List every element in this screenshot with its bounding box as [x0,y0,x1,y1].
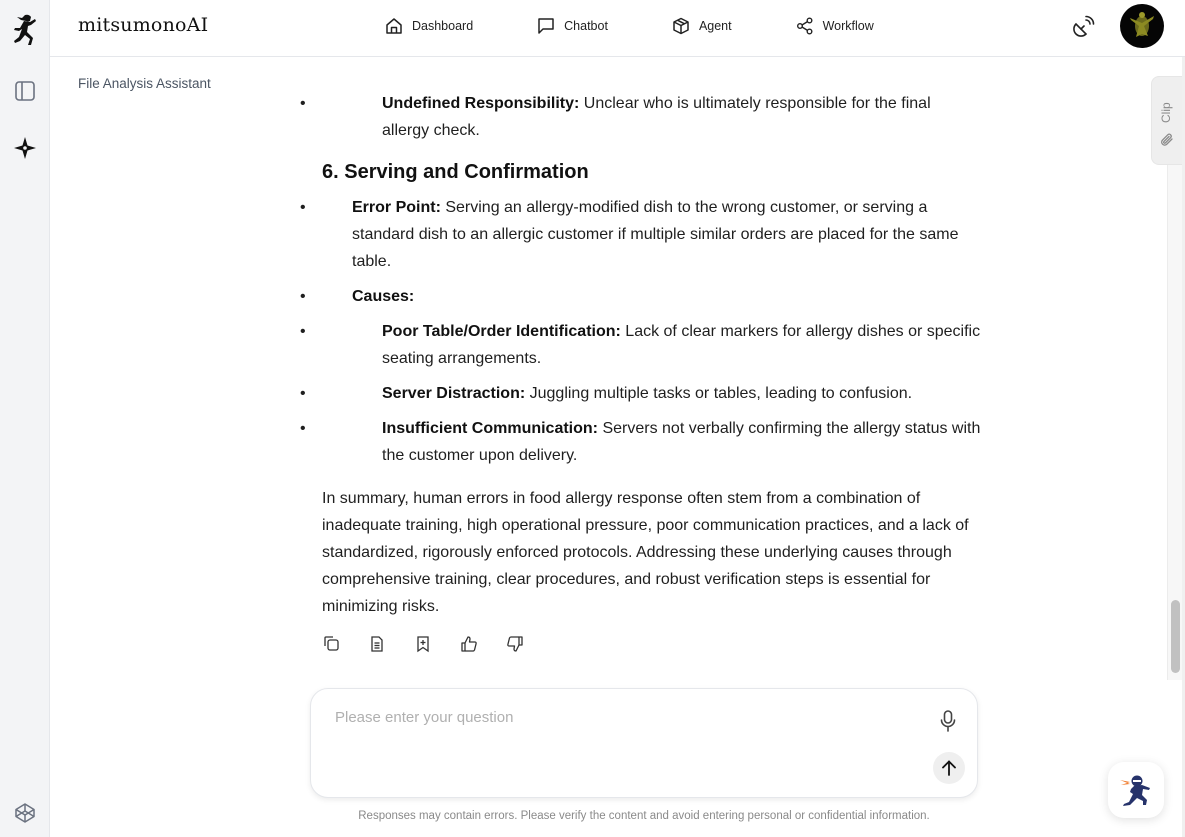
sparkle-icon[interactable] [0,136,50,160]
nav-agent-label: Agent [698,19,732,33]
list-item [322,283,982,310]
chat-bubble-icon [537,17,555,35]
cube-icon [672,17,690,35]
clip-tab[interactable] [1151,76,1182,165]
home-icon [385,17,403,35]
thumbs-down-icon [506,635,524,653]
bookmark-button[interactable] [414,634,460,654]
thumbs-up-icon [460,635,478,653]
nav-chatbot[interactable] [537,17,608,35]
nav-dashboard-label: Dashboard [412,19,474,33]
summary-paragraph: In summary, human errors in food allergy response often stem from a combination of inadequate training, high operational pressure, poor communication practices, and a lack of standardized, rigorously enforced protocols. Addressing these underlying causes through comprehensive training, clear procedures, and robust verification steps is essential for minimizing risks. [322,490,969,615]
list-item [322,194,982,275]
section-heading: 6. Serving and Confirmation [322,161,589,183]
assistant-message [322,90,982,620]
thumbs-down-button[interactable] [506,634,552,654]
microphone-icon [937,709,959,733]
nav-agent[interactable] [672,17,732,35]
share-nodes-icon [796,17,814,35]
left-rail [0,0,50,837]
view-document-button[interactable] [368,634,414,654]
copy-button[interactable] [322,634,368,654]
list-item-text: Juggling multiple tasks or tables, leading to confusion. [525,385,913,402]
satellite-dish-icon[interactable] [1072,14,1096,43]
nav-dashboard[interactable] [385,17,473,35]
scrollbar-thumb[interactable] [1171,600,1180,673]
main-nav [385,0,874,52]
ninja-mascot-icon [1116,770,1156,810]
list-item-text: Lack of clear markers for allergy dishes or specific seating arrangements. [382,323,981,367]
chat-composer [310,688,978,798]
list-item [322,380,982,407]
disclaimer-text: Responses may contain errors. Please verify the content and avoid entering personal or confidential information. [358,810,930,822]
nav-workflow-label: Workflow [822,19,874,33]
list-item [322,318,982,372]
list-item [322,90,982,144]
paperclip-icon [1159,132,1175,153]
copy-icon [322,635,340,653]
list-item-title: Error Point: [352,199,441,216]
list-item-text: Unclear who is ultimately responsible for the final allergy check. [382,95,931,139]
assistant-fab-button[interactable] [1108,762,1164,818]
thumbs-up-button[interactable] [460,634,506,654]
nav-workflow[interactable] [796,17,874,35]
codepen-cube-icon[interactable] [0,802,50,824]
send-button[interactable] [933,752,965,784]
microphone-button[interactable] [937,709,959,738]
list-item-title: Server Distraction: [382,385,526,402]
list-item-title: Poor Table/Order Identification: [382,323,621,340]
question-input[interactable] [335,709,895,726]
causes-label: Causes: [352,288,415,305]
clip-label: Clip [1159,102,1173,123]
user-avatar[interactable] [1120,4,1164,48]
arrow-up-icon [940,759,958,777]
brand-name[interactable]: mitsumonoAI [78,14,209,36]
ninja-logo-icon[interactable] [0,12,50,48]
bookmark-add-icon [414,635,432,653]
top-header [50,0,1185,57]
list-item-text: Servers not verbally confirming the allergy status with the customer upon delivery. [382,420,981,464]
document-icon [368,635,386,653]
list-item [322,415,982,469]
nav-chatbot-label: Chatbot [564,19,608,33]
list-item-text: Serving an allergy-modified dish to the wrong customer, or serving a standard dish to an allergic customer if multiple similar orders are placed for the same table. [352,199,959,270]
sidebar-toggle-icon[interactable] [0,80,50,102]
list-item-title: Undefined Responsibility: [382,95,580,112]
list-item-title: Insufficient Communication: [382,420,598,437]
page-subtitle: File Analysis Assistant [78,76,211,91]
message-actions [322,634,552,654]
